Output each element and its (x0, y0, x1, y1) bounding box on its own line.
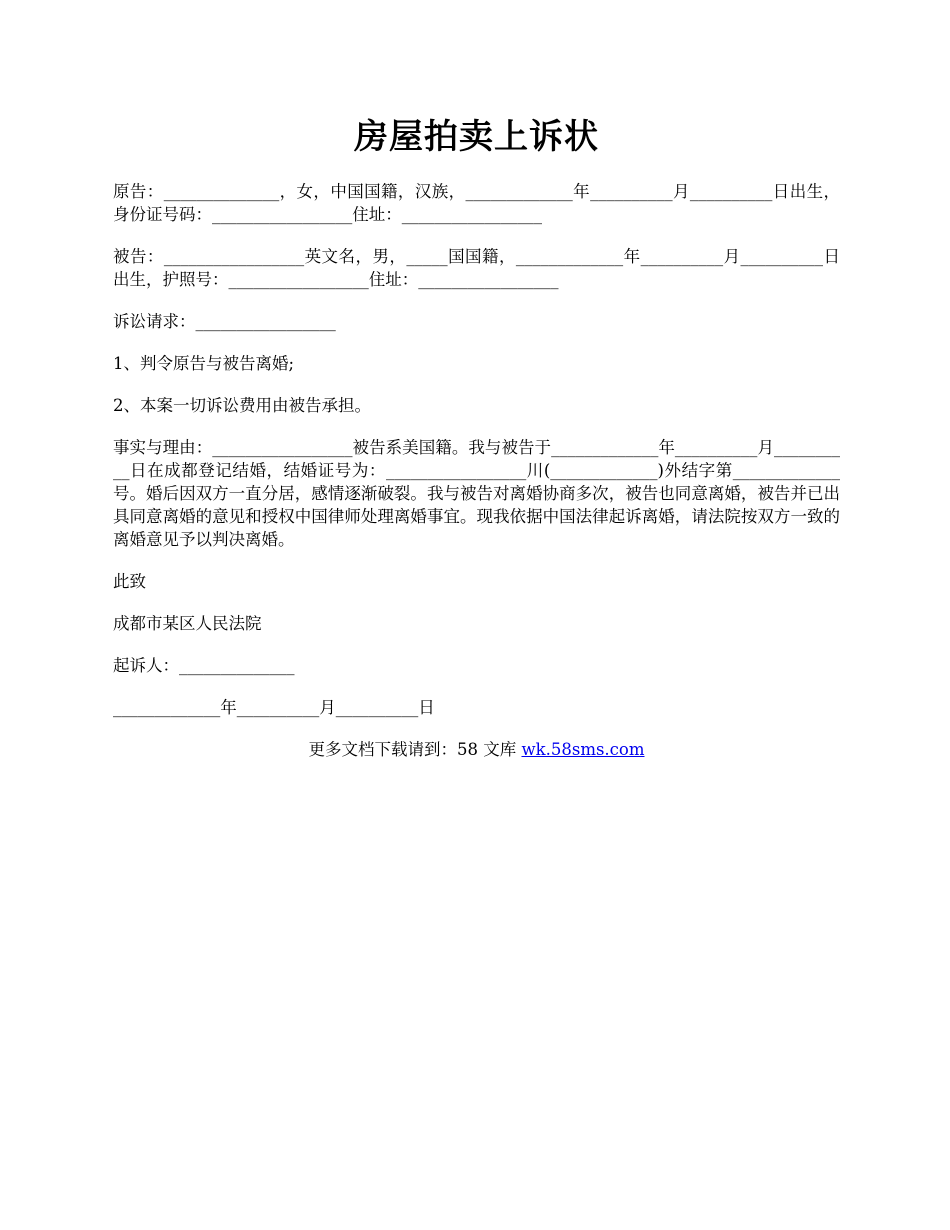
plaintiff-paragraph: 原告：______________，女，中国国籍，汉族，_____________年__________月__________日出生，身份证号码：_________________住址：_________________ (113, 182, 840, 224)
salutation: 此致 (113, 572, 146, 591)
facts-and-reasons-paragraph: 事实与理由：_________________被告系美国籍。我与被告于_____________年__________月__________日在成都登记结婚，结婚证号为：_________________川(_____________)外结字第_____________号。婚后因双方一直分居，感情逐渐破裂。我与被告对离婚协商多次，被告也同意离婚，被告并已出具同意离婚的意见和授权中国律师处理离婚事宜。现我依据中国法律起诉离婚，请法院按双方一致的离婚意见予以判决离婚。 (113, 438, 841, 549)
claims-heading: 诉讼请求：_________________ (113, 312, 336, 331)
claim-item-2: 2、本案一切诉讼费用由被告承担。 (113, 396, 371, 415)
download-link[interactable]: wk.58sms.com (521, 740, 645, 759)
download-note-text: 更多文档下载请到：58 文库 (308, 740, 522, 759)
document-title: 房屋拍卖上诉状 (354, 117, 599, 157)
signer-line: 起诉人：______________ (113, 656, 295, 675)
court-name: 成都市某区人民法院 (113, 614, 262, 633)
date-line: _____________年__________月__________日 (113, 698, 435, 717)
document-page (113, 112, 840, 778)
defendant-paragraph: 被告：_________________英文名，男，_____国国籍，_____________年__________月__________日出生，护照号：_________________住址：_________________ (113, 247, 840, 289)
claim-item-1: 1、判令原告与被告离婚; (113, 354, 295, 373)
download-note (113, 738, 840, 761)
